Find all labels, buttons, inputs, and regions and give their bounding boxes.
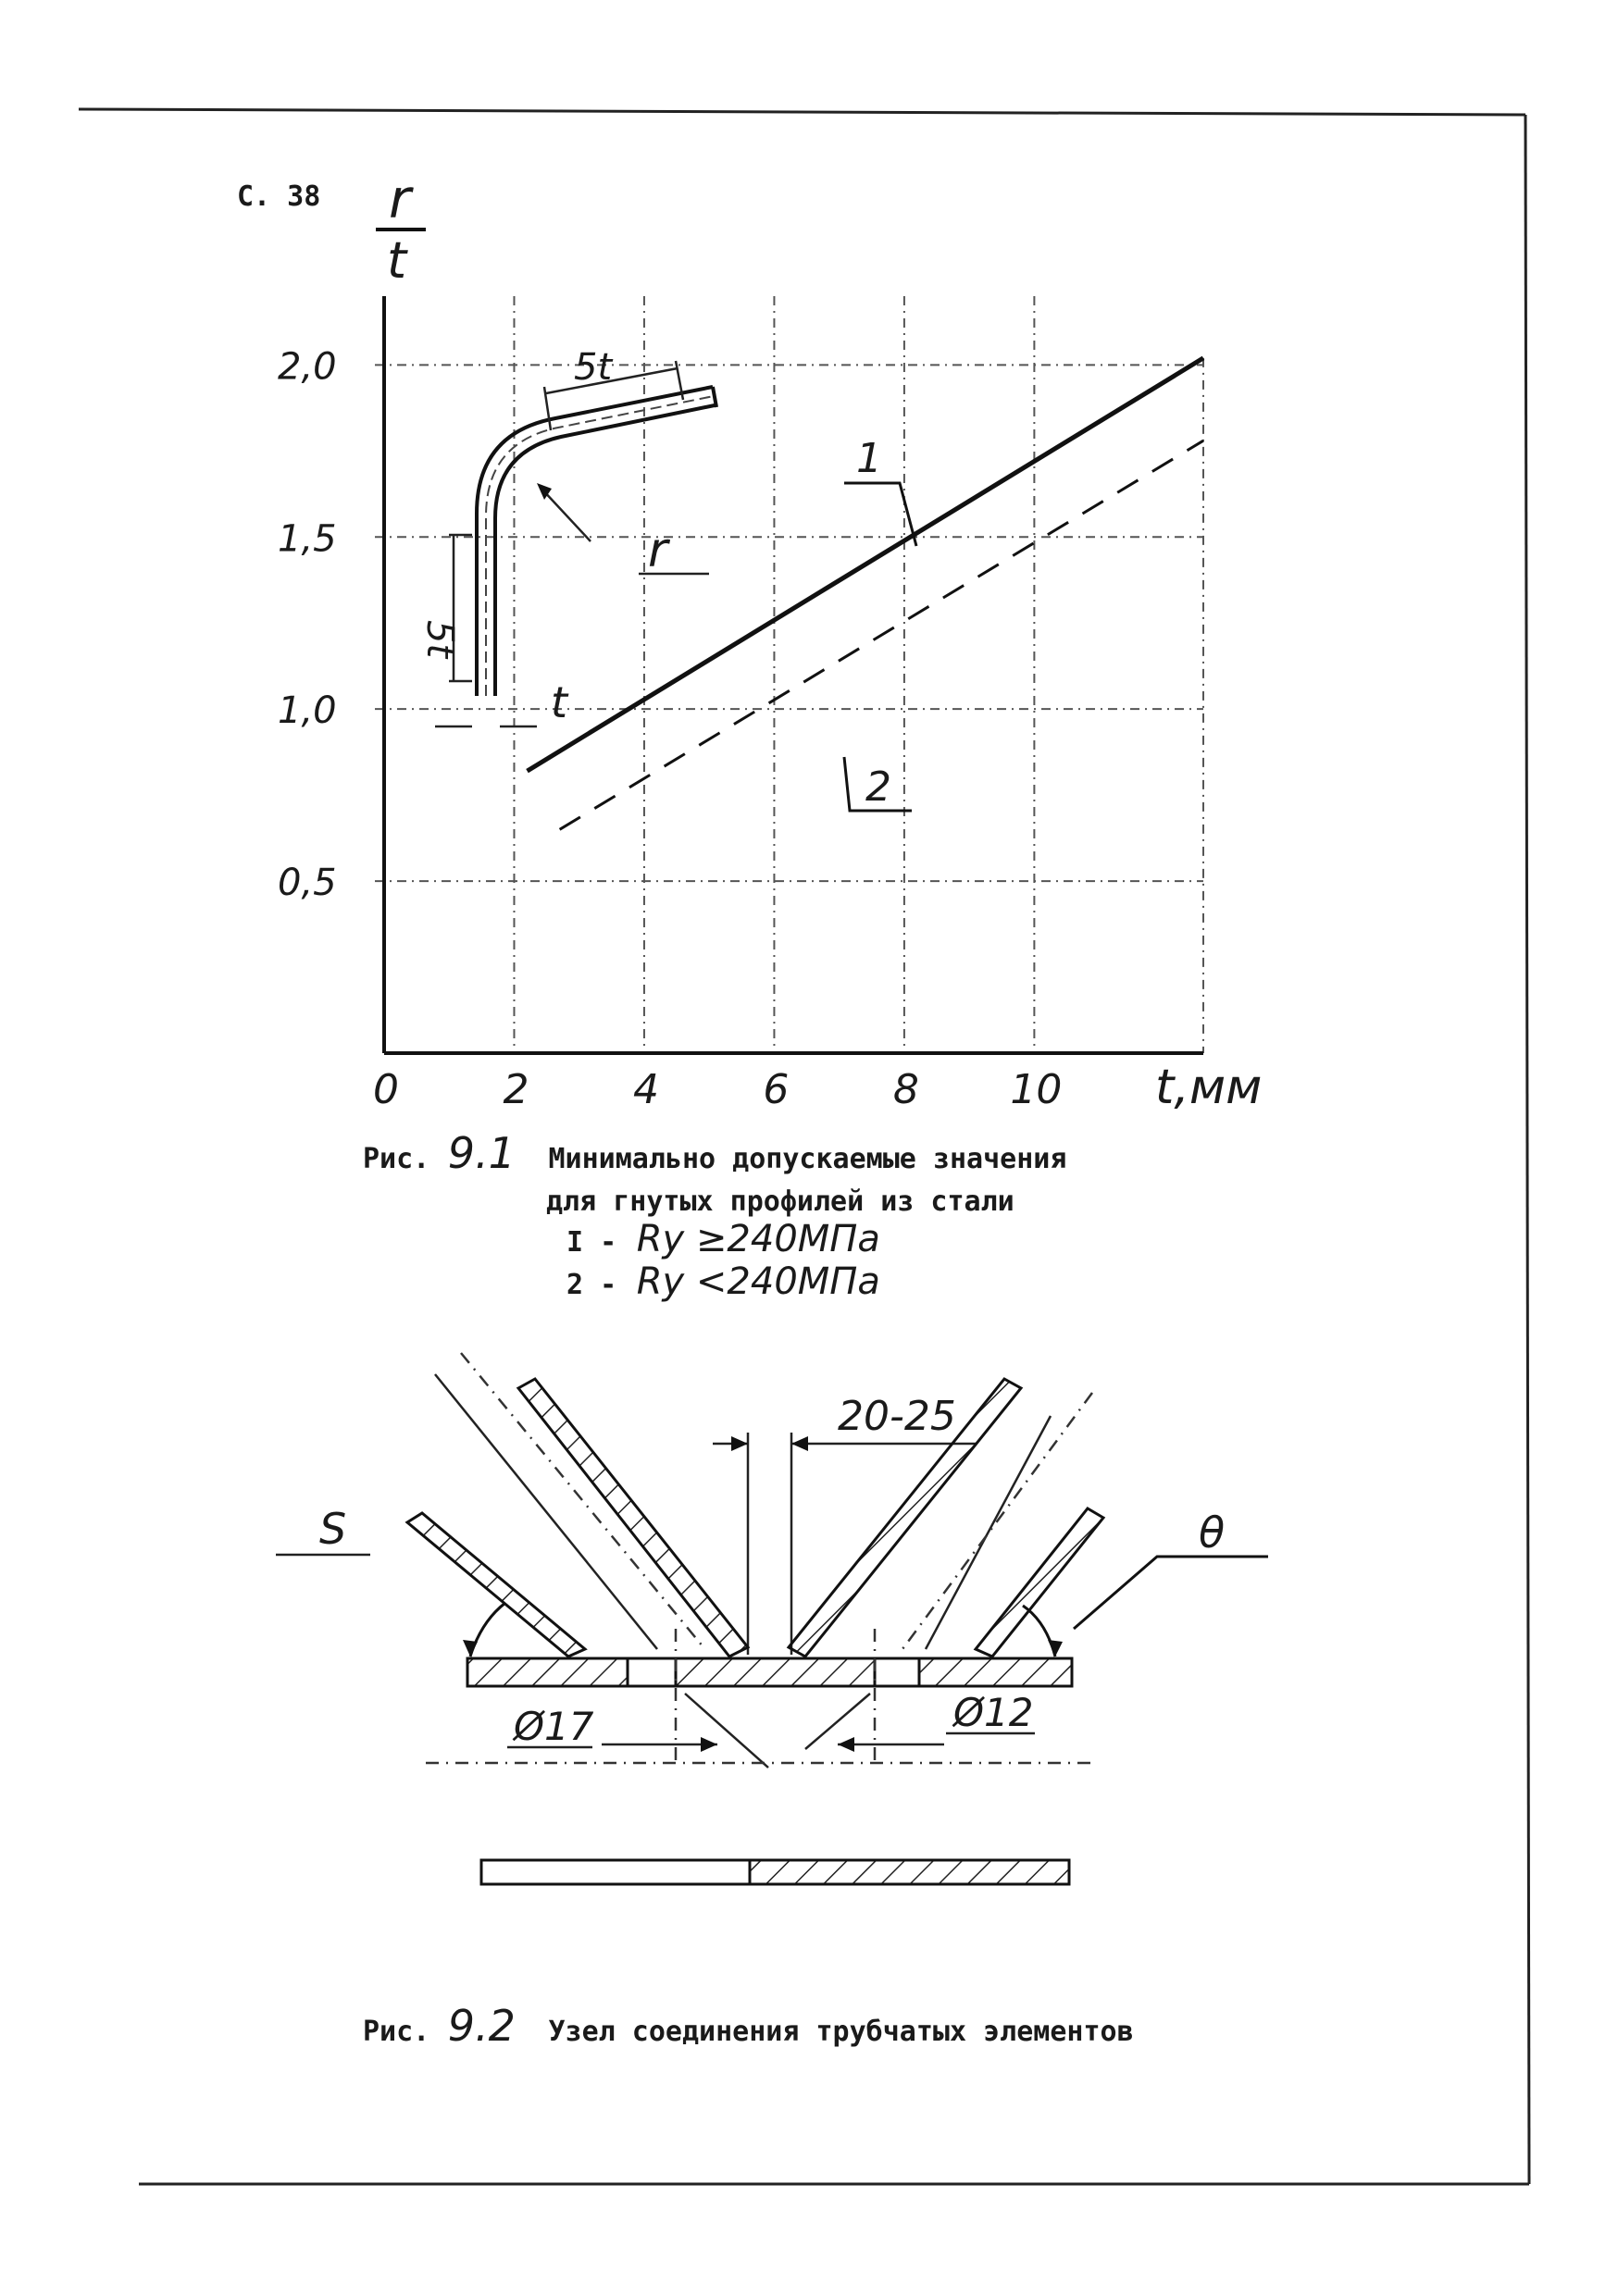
fig1-legend-2-text: Ry <240МПа: [636, 1260, 880, 1303]
tube-outer-left-wall: [407, 1513, 585, 1657]
inset-radius-label: r: [648, 523, 668, 578]
gap-dimension-label: 20-25: [838, 1393, 956, 1440]
inset-thickness-label: t: [551, 677, 568, 727]
chord-plate-center: [676, 1658, 875, 1686]
y-tick-label-1: 1,5: [278, 517, 337, 561]
x-tick-labels: [373, 1066, 1062, 1113]
fig1-caption-prefix: Рис.: [363, 1143, 430, 1175]
section-diagonal-right: [805, 1694, 870, 1749]
tube-inner-left: [518, 1379, 748, 1657]
fig1-caption: [363, 1128, 1066, 1178]
fig1-legend-1-text: Ry ≥240МПа: [636, 1218, 880, 1260]
inset-top-length-label: 5t: [574, 346, 613, 389]
label-left-s: S: [319, 1504, 347, 1554]
fig1-legend-1-prefix: I -: [566, 1226, 617, 1259]
x-axis-label: t,мм: [1155, 1060, 1263, 1115]
x-tick-label-2: 4: [632, 1066, 659, 1113]
y-tick-label-3: 0,5: [278, 862, 337, 905]
profile-inner-edge: [495, 405, 715, 696]
fig1-caption-line2: для гнутых профилей из стали: [546, 1185, 1014, 1218]
fig1-legend-1: [566, 1218, 880, 1260]
hole-right: [875, 1658, 919, 1686]
page-number: С. 38: [237, 180, 321, 213]
frame-top-line: [79, 109, 1525, 115]
tube-outer-left: [407, 1353, 703, 1657]
weld-angle-arc-left: [470, 1603, 505, 1657]
gap-arrowhead-right: [791, 1436, 808, 1451]
x-tick-label-1: 2: [503, 1066, 529, 1113]
fig1-legend-2: [566, 1260, 880, 1303]
fig1-legend-2-prefix: 2 -: [566, 1269, 617, 1301]
y-axis-label-top: r: [389, 168, 411, 230]
chord-plate-left: [467, 1658, 628, 1686]
curve-label-1: 1: [856, 435, 882, 482]
chord-plate-right: [919, 1658, 1072, 1686]
left-hole-dim-arrow: [701, 1737, 717, 1752]
gap-arrowhead-left: [731, 1436, 748, 1451]
fig2-caption-text: Узел соединения трубчатых элементов: [548, 2016, 1134, 2048]
radius-arrow: [541, 489, 591, 541]
section-diagonal-left: [685, 1694, 768, 1768]
x-tick-label-4: 8: [892, 1066, 919, 1113]
left-hole-dimension: Ø17: [514, 1704, 594, 1749]
label-right-theta: θ: [1199, 1508, 1226, 1558]
curve-label-2: 2: [865, 763, 891, 811]
y-tick-labels: [278, 345, 337, 904]
tube-inner-left-wall: [518, 1379, 748, 1657]
fig2-caption-number: 9.2: [447, 2001, 516, 2051]
fig2-caption-prefix: Рис.: [363, 2016, 430, 2048]
inset-side-length-label: 5t: [418, 620, 461, 659]
right-hole-dim-arrow: [838, 1737, 854, 1752]
lower-chord-hatched: [750, 1860, 1069, 1884]
weld-angle-arrow-left: [463, 1640, 478, 1657]
label-right-leader: [1074, 1557, 1268, 1629]
x-tick-label-3: 6: [763, 1066, 790, 1113]
y-tick-label-2: 1,0: [278, 689, 337, 733]
tube-outer-left-axis: [461, 1353, 703, 1647]
y-tick-label-0: 2,0: [278, 345, 337, 389]
chart-grid: [375, 296, 1203, 1053]
right-hole-dimension: Ø12: [953, 1690, 1034, 1735]
fig1-caption-number: 9.1: [447, 1128, 516, 1178]
tube-outer-right-wall: [976, 1508, 1103, 1657]
fig2-caption: [363, 2001, 1134, 2051]
fig1-caption-line1: Минимально допускаемые значения: [548, 1143, 1067, 1175]
figure-9-1: [278, 168, 1262, 1303]
profile-outer-edge: [477, 387, 713, 696]
y-axis-label-bottom: t: [387, 231, 407, 290]
hole-left: [628, 1658, 676, 1686]
x-tick-label-0: 0: [373, 1066, 399, 1113]
figure-9-2: [276, 1353, 1268, 2051]
x-tick-label-5: 10: [1010, 1066, 1063, 1113]
profile-centerline: [486, 396, 714, 696]
frame-right-line: [1525, 115, 1529, 2184]
weld-angle-arrow-right: [1048, 1640, 1063, 1657]
